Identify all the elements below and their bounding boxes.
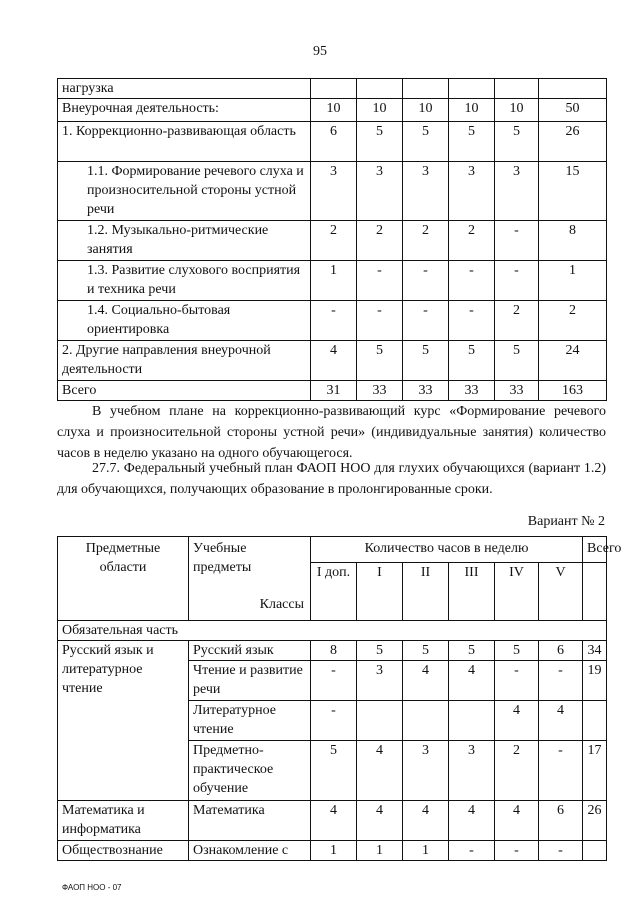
grade-value: -: [403, 301, 449, 341]
row-total: 15: [539, 162, 607, 221]
grade-value: 33: [357, 381, 403, 401]
grade-value: [403, 79, 449, 99]
grade-value: 5: [495, 122, 539, 162]
table-row: [58, 841, 607, 861]
table-row: [58, 641, 607, 661]
grade-value: 1: [311, 841, 357, 861]
row-label: 1.4. Социально-бытовая ориентировка: [58, 301, 311, 341]
curriculum-table: [57, 536, 622, 861]
grade-value: -: [495, 841, 539, 861]
grade-value: -: [449, 841, 495, 861]
total-header-spacer: [583, 563, 607, 621]
subject-name: Литературное чтение: [189, 701, 311, 741]
row-label: нагрузка: [58, 79, 311, 99]
header-total: Всего: [583, 537, 607, 563]
grade-header: II: [403, 563, 449, 621]
grade-value: 1: [311, 261, 357, 301]
grade-value: 3: [449, 741, 495, 801]
grade-value: 3: [495, 162, 539, 221]
grade-value: -: [539, 661, 583, 701]
grade-value: 3: [357, 162, 403, 221]
grade-value: 5: [403, 122, 449, 162]
grade-value: [311, 79, 357, 99]
table-row: [58, 162, 607, 221]
grade-value: -: [495, 661, 539, 701]
grade-value: -: [495, 221, 539, 261]
grade-value: 5: [357, 641, 403, 661]
table-row: [58, 261, 607, 301]
grade-value: 4: [495, 701, 539, 741]
grade-value: 4: [311, 801, 357, 841]
grade-header: V: [539, 563, 583, 621]
grade-value: 3: [357, 661, 403, 701]
subject-area: Математика и информатика: [58, 801, 189, 841]
subject-name: Математика: [189, 801, 311, 841]
grade-value: [449, 79, 495, 99]
grade-value: 4: [357, 741, 403, 801]
grade-value: -: [311, 701, 357, 741]
grade-value: 6: [311, 122, 357, 162]
subject-total: [583, 841, 607, 861]
grade-value: -: [311, 661, 357, 701]
grade-value: 4: [403, 801, 449, 841]
subject-area: Русский язык и литературное чтение: [58, 641, 189, 801]
row-total: 26: [539, 122, 607, 162]
grade-value: 33: [495, 381, 539, 401]
grade-value: 2: [449, 221, 495, 261]
grade-value: 2: [311, 221, 357, 261]
grade-value: [449, 701, 495, 741]
grade-value: 5: [449, 122, 495, 162]
row-label: 1.3. Развитие слухового восприятия и техника речи: [58, 261, 311, 301]
grade-value: 4: [311, 341, 357, 381]
row-label: 1.2. Музыкально-ритмические занятия: [58, 221, 311, 261]
table-row: [58, 99, 607, 122]
grade-value: 5: [357, 122, 403, 162]
grade-value: 5: [449, 341, 495, 381]
row-total: 8: [539, 221, 607, 261]
row-total: 24: [539, 341, 607, 381]
header-subjects: Учебные предметы Классы: [189, 537, 311, 621]
grade-value: -: [311, 301, 357, 341]
section-paragraph: 27.7. Федеральный учебный план ФАОП НОО для глухих обучающихся (вариант 1.2) для обучающихся, получающих образование в пролонгированные сроки.: [57, 461, 606, 497]
grade-value: -: [495, 261, 539, 301]
grade-value: [495, 79, 539, 99]
subject-total: [583, 701, 607, 741]
grade-value: 5: [449, 641, 495, 661]
grade-header: III: [449, 563, 495, 621]
row-total: 163: [539, 381, 607, 401]
subject-name: Чтение и развитие речи: [189, 661, 311, 701]
subject-name: Ознакомление с: [189, 841, 311, 861]
row-label: 1.1. Формирование речевого слуха и произносительной стороны устной речи: [58, 162, 311, 221]
grade-value: 5: [357, 341, 403, 381]
row-label: 2. Другие направления внеурочной деятельности: [58, 341, 311, 381]
grade-value: [357, 701, 403, 741]
subject-name: Предметно-практическое обучение: [189, 741, 311, 801]
grade-value: -: [357, 261, 403, 301]
table-row: [58, 801, 607, 841]
grade-value: 10: [495, 99, 539, 122]
row-total: 50: [539, 99, 607, 122]
grade-value: [403, 701, 449, 741]
grade-value: 31: [311, 381, 357, 401]
grade-value: 1: [357, 841, 403, 861]
grade-value: -: [539, 841, 583, 861]
grade-value: 4: [495, 801, 539, 841]
grade-value: 4: [539, 701, 583, 741]
grade-value: 6: [539, 641, 583, 661]
table-row: [58, 301, 607, 341]
grade-value: 4: [357, 801, 403, 841]
header-subject-areas: Предметные области: [58, 537, 189, 621]
row-label: Внеурочная деятельность:: [58, 99, 311, 122]
table-row: [58, 341, 607, 381]
grade-value: 4: [449, 801, 495, 841]
header-classes-label: Классы: [259, 597, 304, 612]
grade-value: 10: [449, 99, 495, 122]
table-row: [58, 79, 607, 99]
grade-value: 5: [495, 341, 539, 381]
grade-value: 3: [311, 162, 357, 221]
grade-value: 33: [449, 381, 495, 401]
grade-value: 5: [403, 341, 449, 381]
subject-total: 34: [583, 641, 607, 661]
grade-value: 2: [357, 221, 403, 261]
mandatory-section-header: Обязательная часть: [58, 621, 607, 641]
grade-value: 10: [357, 99, 403, 122]
subject-area: Обществознание: [58, 841, 189, 861]
grade-value: -: [403, 261, 449, 301]
subject-total: 26: [583, 801, 607, 841]
grade-value: 8: [311, 641, 357, 661]
subject-total: 17: [583, 741, 607, 801]
grade-value: 33: [403, 381, 449, 401]
table-row: [58, 122, 607, 162]
grade-value: 2: [403, 221, 449, 261]
grade-value: -: [539, 741, 583, 801]
grade-value: 2: [495, 741, 539, 801]
grade-header: IV: [495, 563, 539, 621]
grade-value: 4: [403, 661, 449, 701]
page-number: 95: [313, 44, 327, 59]
extracurricular-hours-table: [57, 78, 607, 401]
row-total: 1: [539, 261, 607, 301]
row-total: [539, 79, 607, 99]
header-hours-per-week: Количество часов в неделю: [311, 537, 583, 563]
grade-value: 6: [539, 801, 583, 841]
grade-value: 10: [403, 99, 449, 122]
subject-name: Русский язык: [189, 641, 311, 661]
grade-value: 2: [495, 301, 539, 341]
grade-value: 10: [311, 99, 357, 122]
grade-value: 5: [403, 641, 449, 661]
table-row: [58, 381, 607, 401]
grade-value: 3: [403, 162, 449, 221]
grade-header: I доп.: [311, 563, 357, 621]
row-label: Всего: [58, 381, 311, 401]
grade-value: -: [357, 301, 403, 341]
grade-value: 3: [449, 162, 495, 221]
grade-value: -: [449, 261, 495, 301]
grade-value: 3: [403, 741, 449, 801]
grade-value: 4: [449, 661, 495, 701]
subject-total: 19: [583, 661, 607, 701]
grade-value: 5: [495, 641, 539, 661]
variant-label: Вариант № 2: [527, 514, 605, 529]
table-row: [58, 221, 607, 261]
row-total: 2: [539, 301, 607, 341]
footer-code: ФАОП НОО - 07: [62, 883, 122, 892]
grade-value: 1: [403, 841, 449, 861]
grade-value: [357, 79, 403, 99]
grade-value: 5: [311, 741, 357, 801]
grade-value: -: [449, 301, 495, 341]
row-label: 1. Коррекционно-развивающая область: [58, 122, 311, 162]
grade-header: I: [357, 563, 403, 621]
note-paragraph: В учебном плане на коррекционно-развивающий курс «Формирование речевого слуха и произносительной стороны устной речи» (индивидуальные занятия) количество часов в неделю указано на одного обучающегося.: [57, 404, 606, 461]
